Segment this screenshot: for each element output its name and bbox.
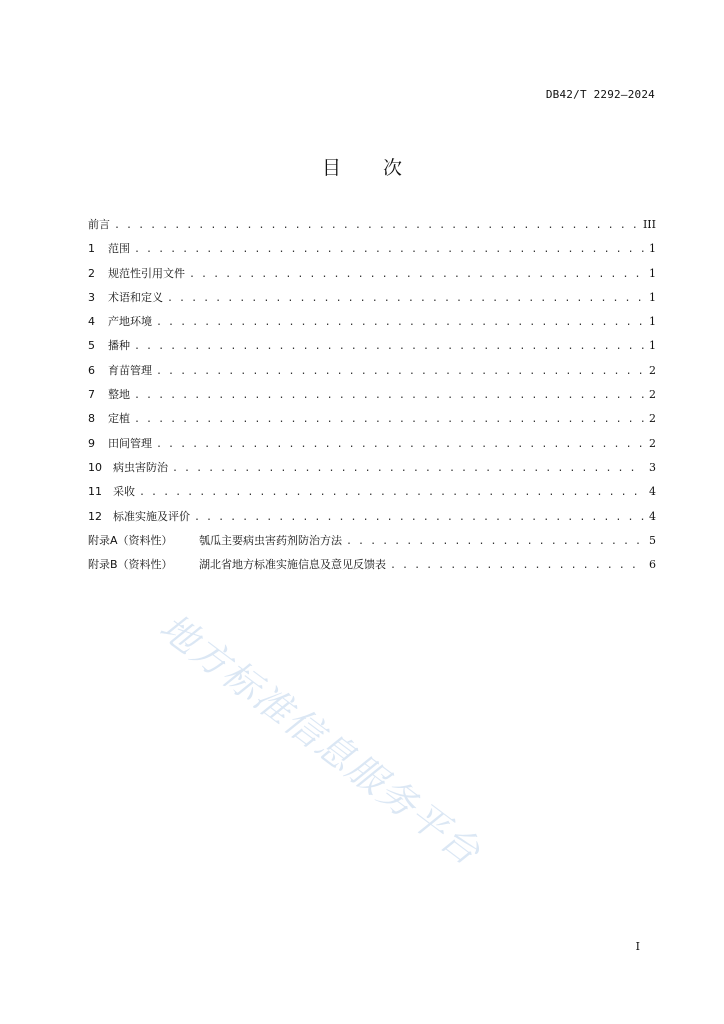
toc-entry[interactable] — [88, 556, 656, 580]
toc-entry[interactable] — [88, 362, 656, 386]
toc-entry-label: 病虫害防治 — [113, 460, 168, 474]
toc-entry-page: 1 — [649, 242, 656, 256]
toc-leader-dots — [156, 366, 644, 377]
toc-entry-page: 5 — [649, 533, 656, 547]
toc-entry-number: 11 — [88, 485, 102, 499]
toc-entry-page: 2 — [649, 388, 656, 402]
toc-entry[interactable] — [88, 435, 656, 459]
toc-entry[interactable] — [88, 216, 656, 240]
toc-title-part2: 次 — [383, 157, 403, 179]
toc-leader-dots — [172, 463, 644, 474]
toc-entry-page: 4 — [649, 509, 656, 523]
toc-entry[interactable] — [88, 410, 656, 434]
toc-entry-label: 定植 — [108, 412, 130, 426]
toc-leader-dots — [156, 317, 644, 328]
toc-entry-number: 2 — [88, 266, 95, 280]
toc-leader-dots — [346, 536, 644, 547]
toc-entry[interactable] — [88, 313, 656, 337]
toc-entry-label: 整地 — [108, 388, 130, 402]
toc-entry-label: 采收 — [113, 485, 135, 499]
toc-entry-number: 7 — [88, 388, 95, 402]
toc-leader-dots — [134, 390, 644, 401]
toc-entry-page: 1 — [649, 266, 656, 280]
toc-entry-page: 2 — [649, 412, 656, 426]
toc-entry[interactable] — [88, 532, 656, 556]
toc-entry-label: 育苗管理 — [108, 363, 152, 377]
toc-entry-page: 4 — [649, 485, 656, 499]
toc-entry-number: 8 — [88, 412, 95, 426]
toc-entry-number: 12 — [88, 509, 102, 523]
toc-entry-number: 4 — [88, 315, 95, 329]
toc-entry[interactable] — [88, 240, 656, 264]
toc-entry-page: 6 — [649, 558, 656, 572]
toc-entry-number: 9 — [88, 436, 95, 450]
toc-entry-label: 湖北省地方标准实施信息及意见反馈表 — [199, 558, 386, 572]
toc-entry-page: 2 — [649, 436, 656, 450]
toc-entry[interactable] — [88, 459, 656, 483]
toc-entry-page: 1 — [649, 290, 656, 304]
toc-leader-dots — [167, 293, 644, 304]
toc-entry[interactable] — [88, 337, 656, 361]
toc-entry-label: 播种 — [108, 339, 130, 353]
toc-entry-page: 2 — [649, 363, 656, 377]
toc-entry-label: 标准实施及评价 — [113, 509, 190, 523]
toc-entry-label: 瓠瓜主要病虫害药剂防治方法 — [199, 533, 342, 547]
toc-leader-dots — [156, 439, 644, 450]
toc-leader-dots — [134, 244, 644, 255]
toc-entry-label: 术语和定义 — [108, 290, 163, 304]
toc-entry[interactable] — [88, 483, 656, 507]
toc-entry-number: 10 — [88, 460, 102, 474]
toc-leader-dots — [194, 512, 644, 523]
toc-entry-label: 范围 — [108, 242, 130, 256]
toc-entry[interactable] — [88, 265, 656, 289]
toc-entry-page: 3 — [649, 460, 656, 474]
toc-title — [0, 153, 724, 180]
toc-entry-page: III — [642, 218, 656, 231]
toc-entry-label: 田间管理 — [108, 436, 152, 450]
toc-entry[interactable] — [88, 508, 656, 532]
watermark: 地方标准信息服务平台 — [151, 605, 490, 875]
document-code: DB42/T 2292—2024 — [545, 88, 655, 101]
toc-entry[interactable] — [88, 386, 656, 410]
toc-entry-number: 1 — [88, 242, 95, 256]
toc-leader-dots — [134, 414, 644, 425]
toc-leader-dots — [390, 560, 644, 571]
toc-entry-label: 前言 — [88, 218, 110, 231]
toc-entry[interactable] — [88, 289, 656, 313]
toc-entry-label: 规范性引用文件 — [108, 266, 185, 280]
toc-entry-number: 附录A（资料性） — [88, 533, 173, 547]
toc-leader-dots — [134, 341, 644, 352]
toc-title-part1: 目 — [321, 157, 341, 179]
toc-leader-dots — [139, 487, 644, 498]
toc-entry-label: 产地环境 — [108, 315, 152, 329]
page-number: I — [635, 940, 640, 953]
toc-list — [88, 216, 656, 580]
toc-entry-number: 3 — [88, 290, 95, 304]
toc-leader-dots — [189, 269, 644, 280]
toc-entry-number: 5 — [88, 339, 95, 353]
toc-leader-dots — [114, 220, 639, 231]
toc-entry-number: 附录B（资料性） — [88, 558, 173, 572]
toc-entry-number: 6 — [88, 363, 95, 377]
toc-entry-page: 1 — [649, 315, 656, 329]
toc-entry-page: 1 — [649, 339, 656, 353]
